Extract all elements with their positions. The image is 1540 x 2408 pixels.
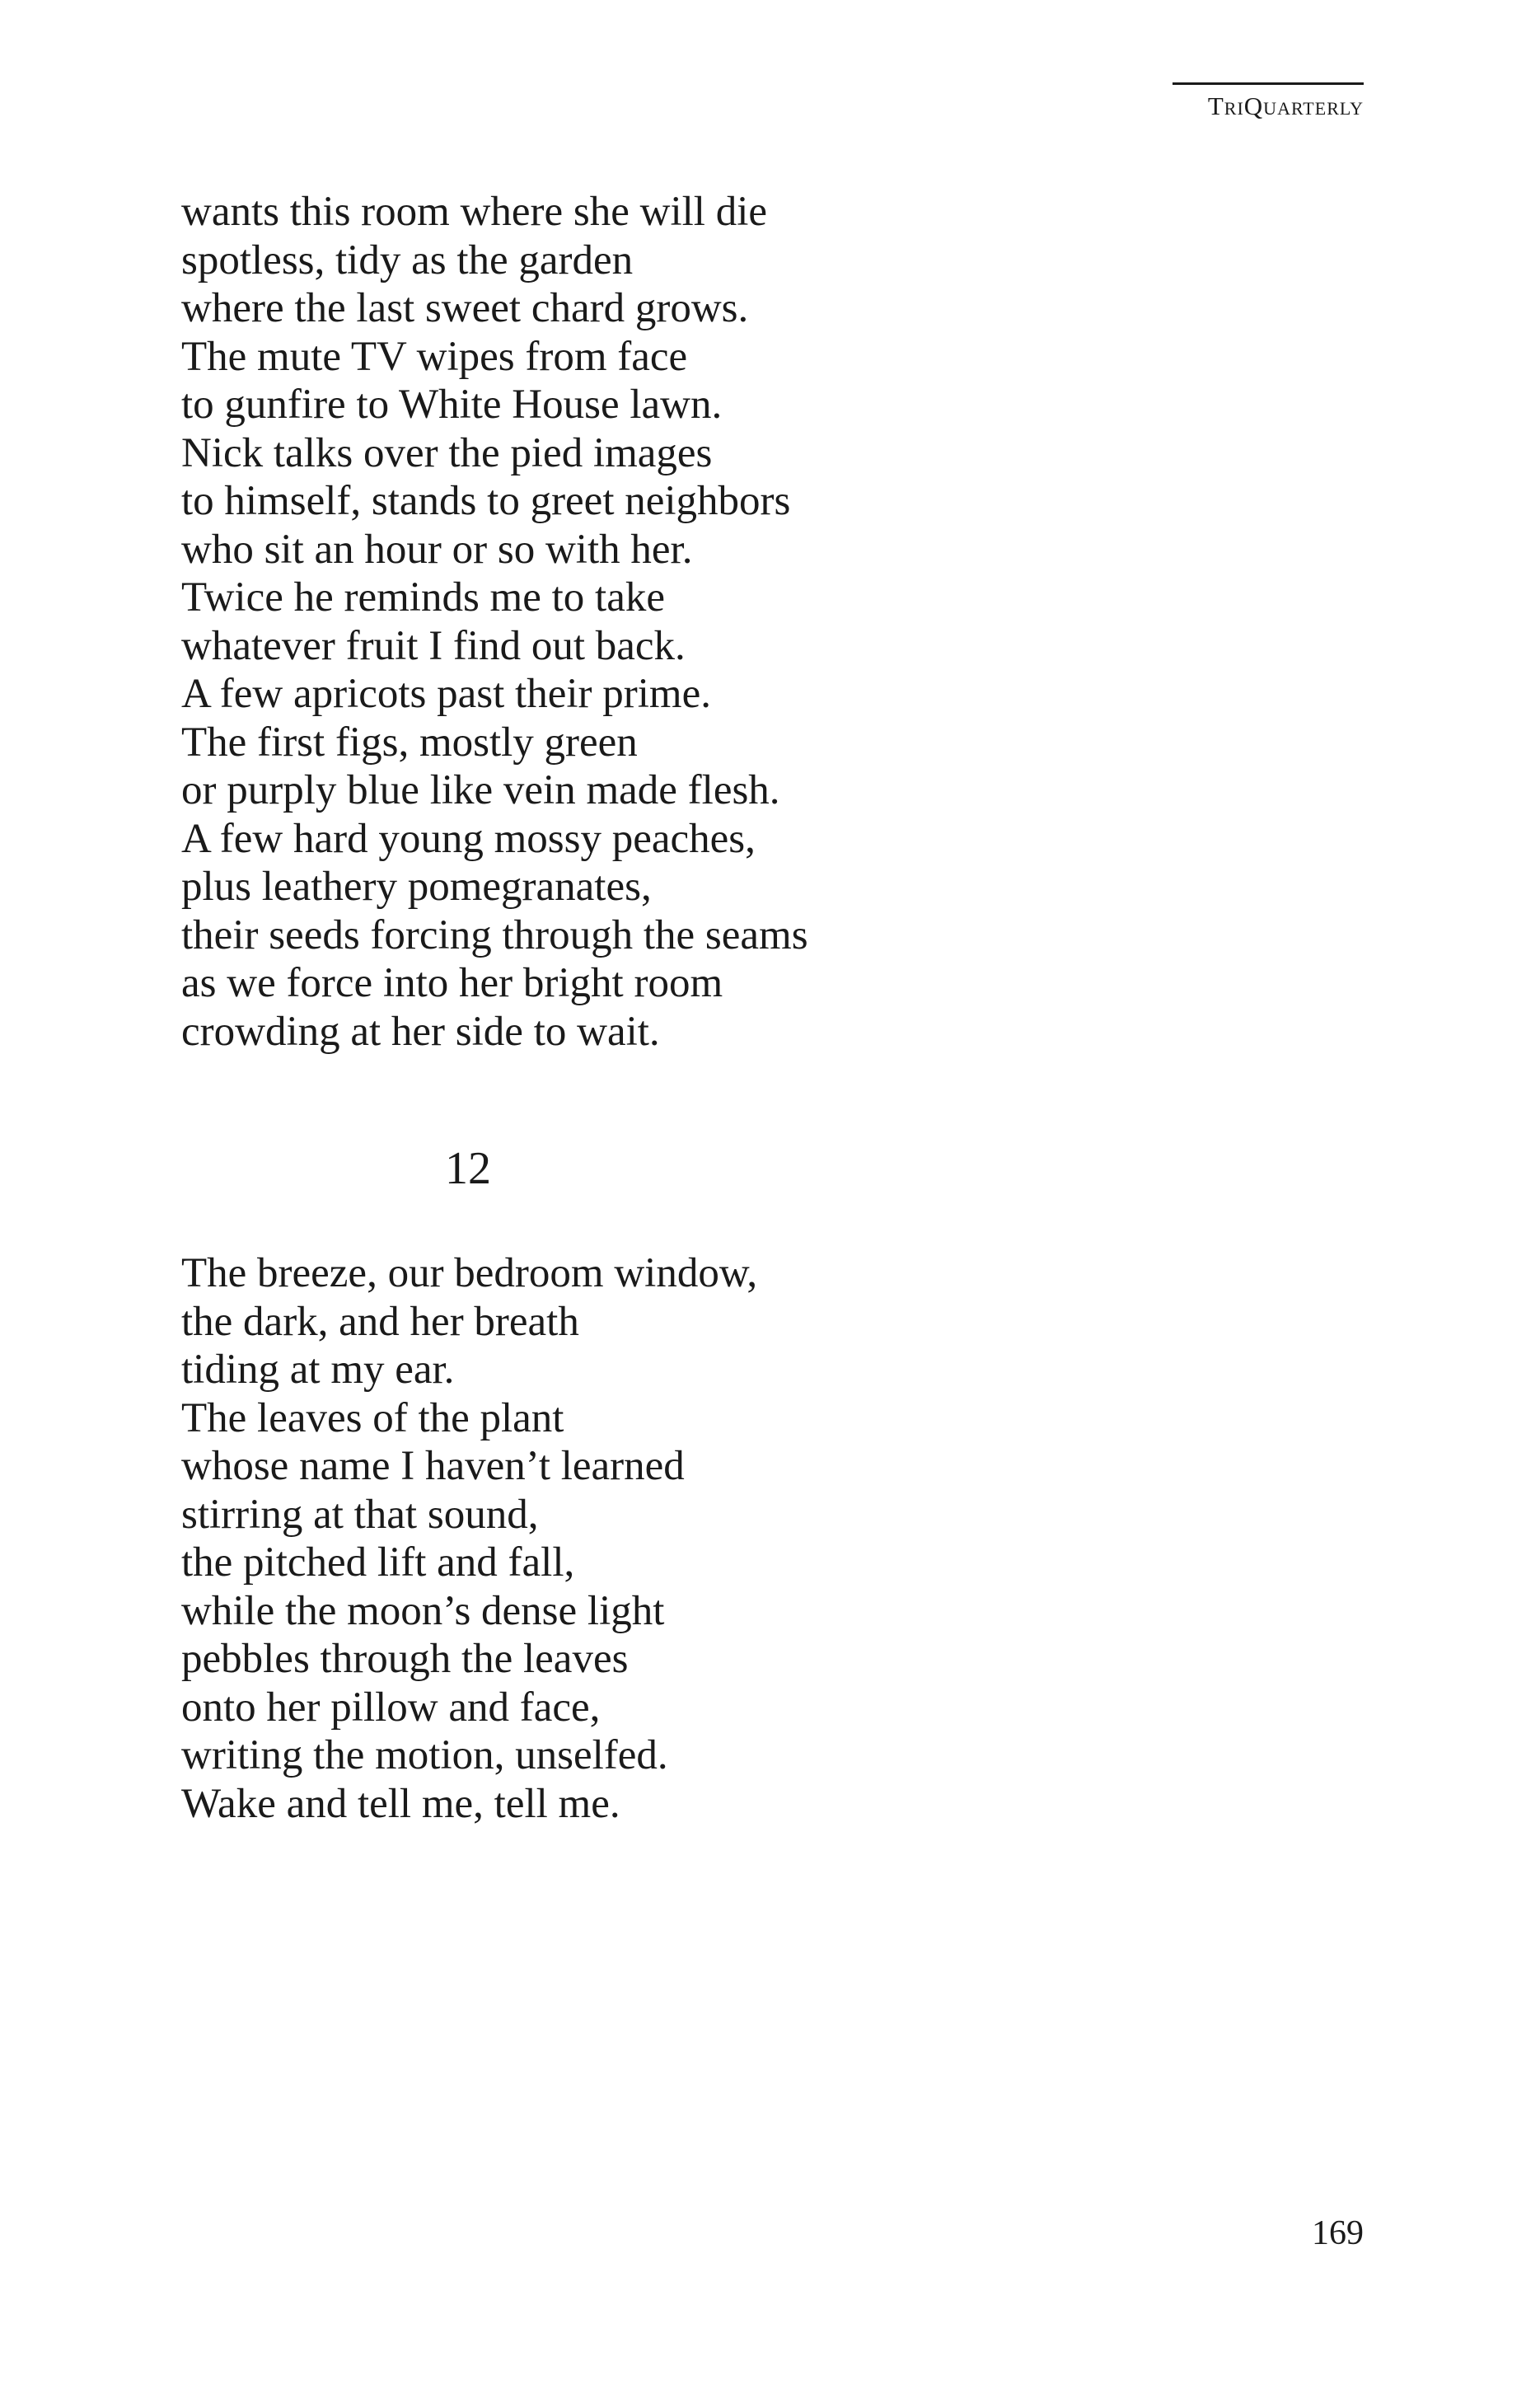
- poem-line: to gunfire to White House lawn.: [181, 382, 723, 428]
- poem-line: A few apricots past their prime.: [181, 671, 711, 717]
- poem-line: plus leathery pomegranates,: [181, 864, 652, 910]
- poem-line: The breeze, our bedroom window,: [181, 1250, 758, 1296]
- poem-line: or purply blue like vein made flesh.: [181, 767, 780, 813]
- poem-line: to himself, stands to greet neighbors: [181, 478, 791, 524]
- poem-line: the pitched lift and fall,: [181, 1539, 575, 1586]
- poem-line: The leaves of the plant: [181, 1394, 564, 1441]
- page-number: 169: [1312, 2214, 1364, 2252]
- poem-line: stirring at that sound,: [181, 1491, 539, 1538]
- poem-line: while the moon’s dense light: [181, 1587, 665, 1634]
- poem-line: spotless, tidy as the garden: [181, 237, 634, 283]
- poem-line: The first figs, mostly green: [181, 719, 638, 766]
- poem-line: their seeds forcing through the seams: [181, 911, 808, 958]
- poem-line: tiding at my ear.: [181, 1347, 455, 1393]
- poem-line: Nick talks over the pied images: [181, 429, 713, 476]
- journal-title: TriQuarterly: [1207, 91, 1364, 120]
- poem-stanza-2: [181, 1249, 757, 1828]
- poem-line: The mute TV wipes from face: [181, 333, 688, 380]
- poem-line: onto her pillow and face,: [181, 1684, 601, 1731]
- poem-line: where the last sweet chard grows.: [181, 285, 749, 331]
- poem-line: whatever fruit I find out back.: [181, 622, 686, 669]
- poem-line: who sit an hour or so with her.: [181, 526, 693, 573]
- poem-line: writing the motion, unselfed.: [181, 1732, 668, 1778]
- poem-line: whose name I haven’t learned: [181, 1443, 685, 1489]
- section-number: 12: [445, 1143, 491, 1194]
- poem-line: A few hard young mossy peaches,: [181, 815, 756, 862]
- poem-line: pebbles through the leaves: [181, 1636, 629, 1682]
- poem-line: crowding at her side to wait.: [181, 1008, 660, 1055]
- poem-line: as we force into her bright room: [181, 960, 723, 1006]
- poem-line: Wake and tell me, tell me.: [181, 1780, 620, 1827]
- poem-line: Twice he reminds me to take: [181, 574, 665, 621]
- poem-stanza-1: [181, 188, 808, 1056]
- header-rule: [1173, 82, 1364, 85]
- poem-line: wants this room where she will die: [181, 189, 768, 235]
- poem-line: the dark, and her breath: [181, 1298, 579, 1345]
- running-head: [1173, 82, 1364, 121]
